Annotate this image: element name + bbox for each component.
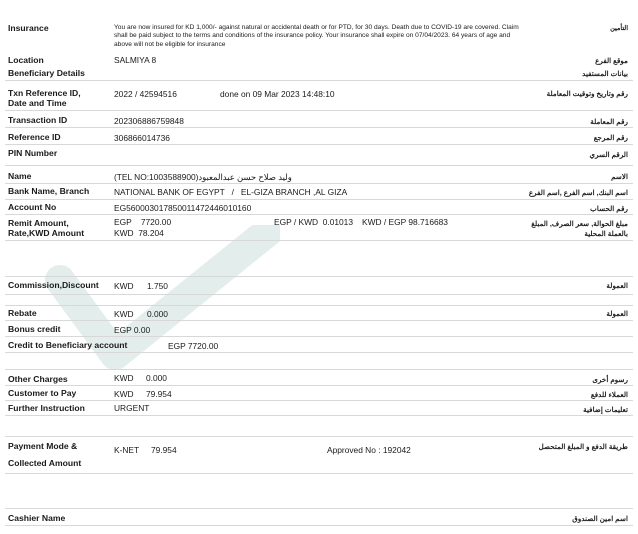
reference-id-label: Reference ID bbox=[8, 132, 61, 142]
divider bbox=[5, 385, 633, 386]
transaction-id-label-ar: رقم المعاملة bbox=[590, 117, 628, 126]
txn-done-on: done on 09 Mar 2023 14:48:10 bbox=[220, 89, 335, 99]
remit-amount-label-ar-line1: مبلغ الحوالة, سعر الصرف, المبلغ bbox=[531, 219, 628, 228]
payment-mode-label-line1: Payment Mode & bbox=[8, 441, 78, 451]
divider bbox=[5, 415, 633, 416]
other-charges-currency: KWD bbox=[114, 373, 134, 383]
pin-number-label: PIN Number bbox=[8, 148, 58, 158]
customer-to-pay-label-ar: العملاء للدفع bbox=[590, 390, 628, 399]
exchange-rate-egp-kwd: EGP / KWD 0.01013 bbox=[274, 217, 353, 227]
bank-name-label: Bank Name, Branch bbox=[8, 186, 90, 196]
rebate-label: Rebate bbox=[8, 308, 37, 318]
transaction-id-value: 202306886759848 bbox=[114, 116, 184, 126]
location-label: Location bbox=[8, 55, 44, 65]
location-value: SALMIYA 8 bbox=[114, 55, 157, 65]
other-charges-label-ar: رسوم أخرى bbox=[592, 375, 628, 384]
rebate-value: 0.000 bbox=[147, 309, 168, 319]
location-label-ar: موقع الفرع bbox=[595, 56, 628, 65]
bank-name-value: NATIONAL BANK OF EGYPT / EL-GIZA BRANCH ,AL GIZA bbox=[114, 187, 348, 197]
remit-amount-label-line1: Remit Amount, bbox=[8, 218, 69, 228]
pin-number-label-ar: الرقم السري bbox=[589, 150, 628, 159]
divider bbox=[5, 294, 633, 295]
account-no-label: Account No bbox=[8, 202, 57, 212]
other-charges-value: 0.000 bbox=[146, 373, 167, 383]
customer-to-pay-label: Customer to Pay bbox=[8, 388, 77, 398]
cashier-name-label-ar: اسم امين الصندوق bbox=[572, 514, 628, 523]
divider bbox=[5, 525, 633, 526]
divider bbox=[5, 352, 633, 353]
further-instruction-label: Further Instruction bbox=[8, 403, 85, 413]
cashier-name-label: Cashier Name bbox=[8, 513, 66, 523]
further-instruction-value: URGENT bbox=[114, 403, 150, 413]
other-charges-label: Other Charges bbox=[8, 374, 68, 384]
insurance-note: You are now insured for KD 1,000/- against natural or accidental death or for PTD, for 30 days. Death due to COVID-19 are covered. Claim shall be paid subject to the terms and conditions of the insurance policy. Your insurance shall expire on 07/04/2023. 64 years of age and above will not be eligible for insurance bbox=[114, 24, 519, 48]
txn-reference-label-line1: Txn Reference ID, bbox=[8, 88, 81, 98]
divider bbox=[5, 369, 633, 370]
remit-amount-label-ar-line2: بالعملة المحلية bbox=[584, 229, 628, 238]
divider bbox=[5, 400, 633, 401]
divider bbox=[5, 214, 633, 215]
credit-to-beneficiary-label: Credit to Beneficiary account bbox=[8, 340, 128, 350]
divider bbox=[5, 508, 633, 509]
credit-to-beneficiary-value: EGP 7720.00 bbox=[168, 341, 219, 351]
account-no-label-ar: رقم الحساب bbox=[590, 204, 628, 213]
txn-reference-label-line2: Date and Time bbox=[8, 98, 67, 108]
approved-number: Approved No : 192042 bbox=[327, 445, 411, 455]
rebate-currency: KWD bbox=[114, 309, 134, 319]
payment-mode-label-line2: Collected Amount bbox=[8, 458, 82, 468]
exchange-rate-kwd-egp: KWD / EGP 98.716683 bbox=[362, 217, 448, 227]
divider bbox=[5, 473, 633, 474]
bank-name-label-ar: اسم البنك, اسم الفرع ,اسم الفرع bbox=[528, 188, 628, 197]
commission-value: 1.750 bbox=[147, 281, 168, 291]
name-label-ar: الاسم bbox=[611, 172, 628, 181]
divider bbox=[5, 336, 633, 337]
commission-label-ar: العمولة bbox=[606, 281, 628, 290]
insurance-label: Insurance bbox=[8, 23, 49, 33]
customer-to-pay-value: 79.954 bbox=[146, 389, 172, 399]
commission-currency: KWD bbox=[114, 281, 134, 291]
divider bbox=[5, 110, 633, 111]
bonus-credit-value: EGP 0.00 bbox=[114, 325, 151, 335]
divider bbox=[5, 183, 633, 184]
beneficiary-name-value: وليد صلاح حسن عبدالمعبود(TEL NO:1003588900) bbox=[114, 172, 292, 182]
remit-amount-label-line2: Rate,KWD Amount bbox=[8, 228, 85, 238]
collected-amount-value: 79.954 bbox=[151, 445, 177, 455]
payment-mode-label-ar: طريقة الدفع و المبلغ المتحصل bbox=[538, 442, 628, 451]
txn-reference-value: 2022 / 42594516 bbox=[114, 89, 177, 99]
reference-id-value: 306866014736 bbox=[114, 133, 170, 143]
name-label: Name bbox=[8, 171, 32, 181]
reference-id-label-ar: رقم المرجع bbox=[593, 133, 628, 142]
beneficiary-details-heading-ar: بيانات المستفيد bbox=[582, 69, 628, 78]
transaction-id-label: Transaction ID bbox=[8, 115, 68, 125]
bonus-credit-label: Bonus credit bbox=[8, 324, 61, 334]
remit-kwd-amount: KWD 78.204 bbox=[114, 228, 164, 238]
divider bbox=[5, 165, 633, 166]
txn-reference-label-ar: رقم وتاريخ وتوقيت المعاملة bbox=[546, 89, 628, 98]
divider bbox=[5, 80, 633, 81]
divider bbox=[5, 199, 633, 200]
divider bbox=[5, 276, 633, 277]
further-instruction-label-ar: تعليمات إضافية bbox=[583, 405, 628, 414]
divider bbox=[5, 320, 633, 321]
divider bbox=[5, 305, 633, 306]
divider bbox=[5, 127, 633, 128]
divider bbox=[5, 144, 633, 145]
insurance-label-ar: التأمين bbox=[610, 25, 628, 32]
payment-mode-value: K-NET bbox=[114, 445, 140, 455]
rebate-label-ar: العمولة bbox=[606, 309, 628, 318]
account-no-value: EG560003017850011472446010160 bbox=[114, 203, 252, 213]
remit-egp-amount: EGP 7720.00 bbox=[114, 217, 172, 227]
customer-to-pay-currency: KWD bbox=[114, 389, 134, 399]
divider bbox=[5, 436, 633, 437]
commission-label: Commission,Discount bbox=[8, 280, 99, 290]
beneficiary-details-heading: Beneficiary Details bbox=[8, 68, 85, 78]
divider bbox=[5, 240, 633, 241]
